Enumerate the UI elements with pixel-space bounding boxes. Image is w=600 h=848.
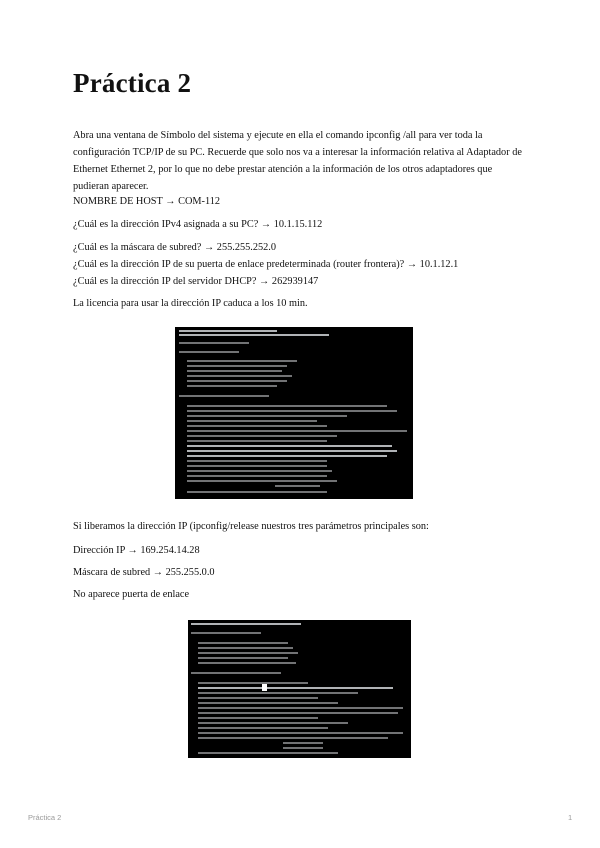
dhcp-question: ¿Cuál es la dirección IP del servidor DHCP? → 262939147 bbox=[73, 276, 319, 287]
page-number: 1 bbox=[568, 813, 573, 822]
host-name-line: NOMBRE DE HOST → COM-112 bbox=[73, 196, 221, 207]
ipconfig-release-screenshot bbox=[188, 620, 411, 758]
footer-title: Práctica 2 bbox=[28, 813, 62, 822]
mask-question: ¿Cuál es la máscara de subred? → 255.255.252.0 bbox=[73, 242, 277, 253]
ipv4-question: ¿Cuál es la dirección IPv4 asignada a su PC? → 10.1.15.112 bbox=[73, 219, 323, 230]
ipconfig-all-screenshot bbox=[175, 327, 413, 499]
release-ip-line: Dirección IP → 169.254.14.28 bbox=[73, 545, 200, 556]
intro-paragraph: Abra una ventana de Símbolo del sistema y ejecute en ella el comando ipconfig /all para ver toda la configuración TCP/IP de su PC. Recuerde que solo nos va a interesar la información relativa al Adaptador de Ethernet Ethernet 2, por lo que no debe prestar atención a la información de los otros adaptadores que pudieran aparecer. bbox=[73, 130, 522, 192]
gateway-question: ¿Cuál es la dirección IP de su puerta de enlace predeterminada (router frontera)? → 10.1.12.1 bbox=[73, 259, 459, 270]
release-mask-line: Máscara de subred → 255.255.0.0 bbox=[73, 567, 215, 578]
release-intro: Si liberamos la dirección IP (ipconfig/release nuestros tres parámetros principales son: bbox=[73, 521, 429, 532]
page-title: Práctica 2 bbox=[73, 68, 192, 98]
release-gateway-line: No aparece puerta de enlace bbox=[73, 589, 190, 600]
lease-line: La licencia para usar la dirección IP caduca a los 10 min. bbox=[73, 298, 308, 309]
